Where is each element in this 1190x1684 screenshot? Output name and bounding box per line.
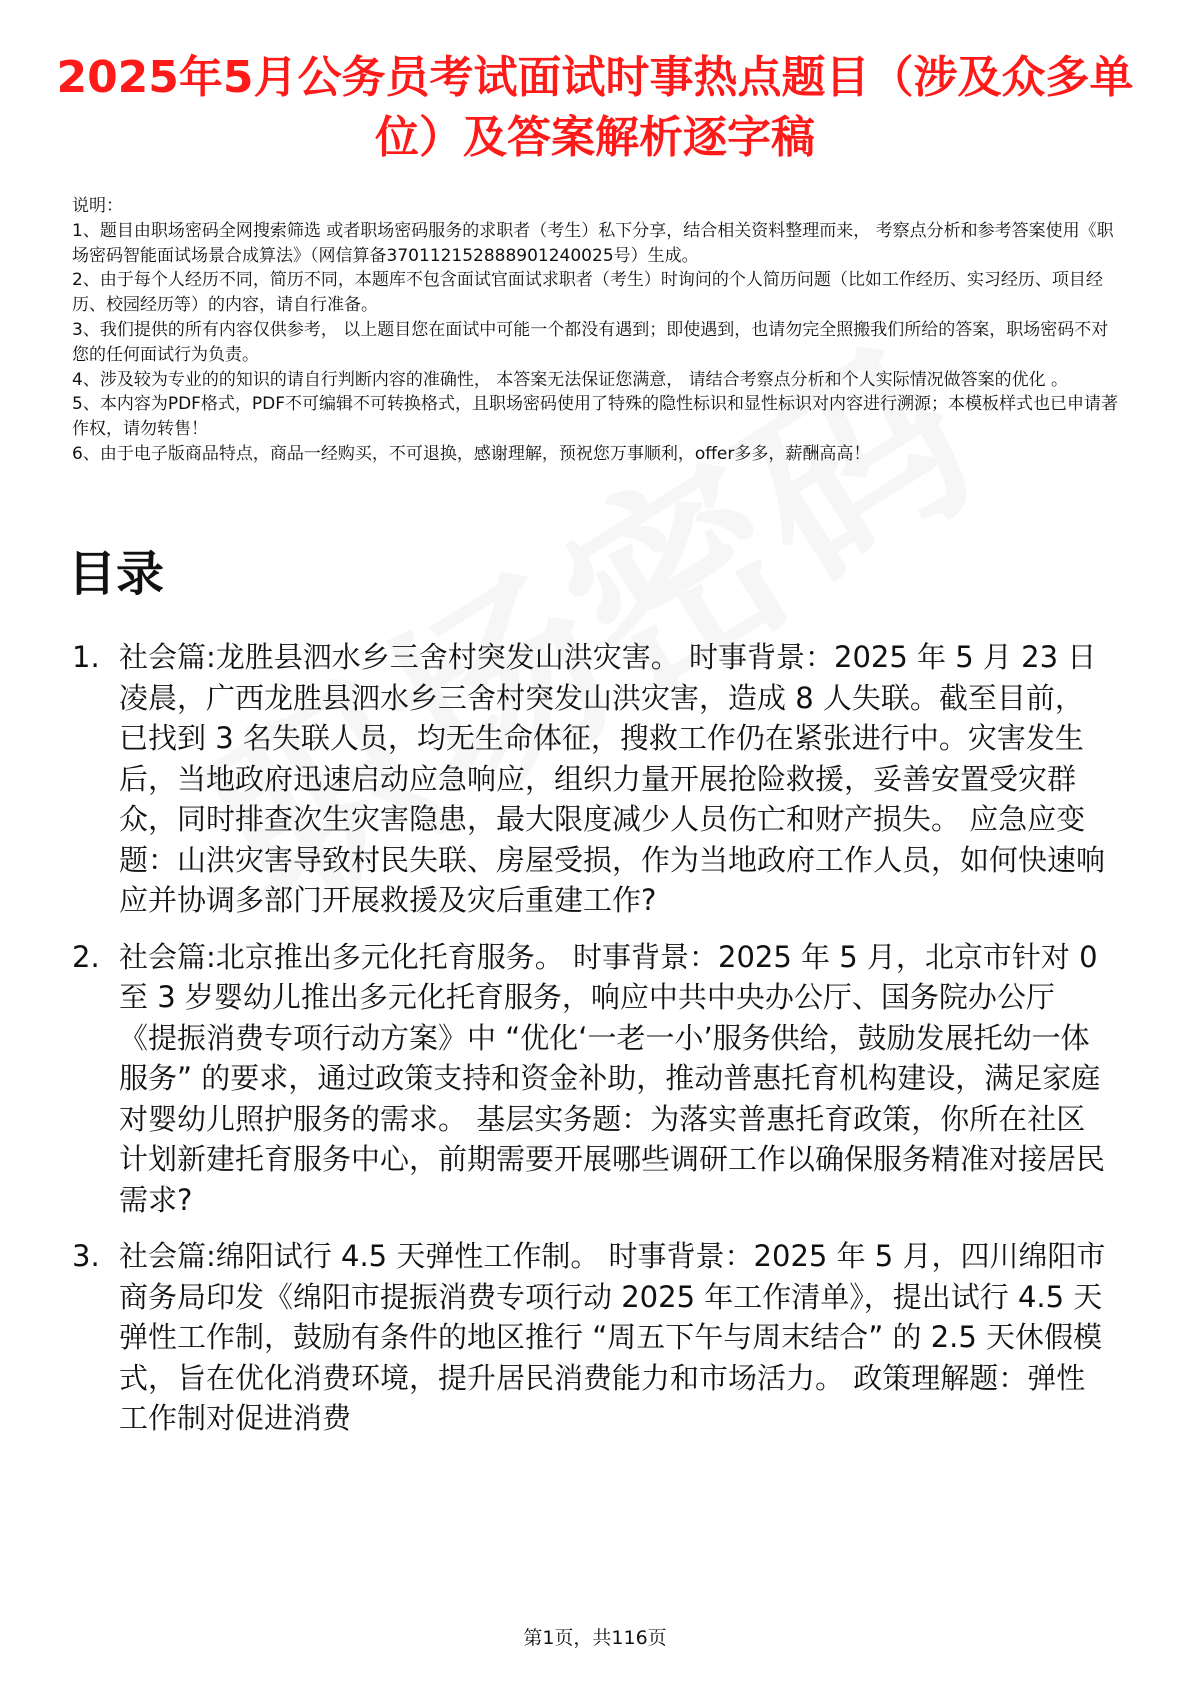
toc-item-number: 1. [72,640,100,674]
note-line: 3、我们提供的所有内容仅供参考， 以上题目您在面试中可能一个都没有遇到；即使遇到，也请勿完全照搬我们所给的答案，职场密码不对您的任何面试行为负责。 [72,319,1109,365]
notes-heading: 说明： [72,196,123,216]
note-line: 2、由于每个人经历不同，简历不同，本题库不包含面试官面试求职者（考生）时询问的个人简历问题（比如工作经历、实习经历、项目经历、校园经历等）的内容，请自行准备。 [72,270,1103,316]
toc-list [72,637,1112,1455]
note-line: 1、题目由职场密码全网搜索筛选 或者职场密码服务的求职者（考生）私下分享，结合相关资料整理而来， 考察点分析和参考答案使用《职场密码智能面试场景合成算法》（网信算备37011215288890124002​5号）生成。 [72,220,1114,266]
toc-heading: 目录 [68,546,165,602]
toc-item[interactable] [72,1236,1112,1439]
toc-item-text: 社会篇:北京推出多元化托育服务。 时事背景：2025 年 5 月，北京市针对 0 至 3 岁婴幼儿推出多元化托育服务，响应中共中央办公厅、国务院办公厅《提振消费专项行动方案》中 “优化‘一老一小’服务供给，鼓励发展托幼一体服务” 的要求，通过政策支持和资金补助，推动普惠托育机构建设，满足家庭对婴幼儿照护服务的需求。 基层实务题：为落实普惠托育政策，你所在社区计划新建托育服务中心，前期需要开展哪些调研工作以确保服务精准对接居民需求? [119,939,1106,1217]
toc-item-text: 社会篇:绵阳试行 4.5 天弹性工作制。 时事背景：2025 年 5 月，四川绵阳市商务局印发《绵阳市提振消费专项行动 2025 年工作清单》，提出试行 4.5 天弹性工作制，鼓励有条件的地区推行 “周五下午与周末结合” 的 2.5 天休假模式，旨在优化消费环境，提升居民消费能力和市场活力。 政策理解题：弹性工作制对促进消费 [119,1239,1106,1435]
note-line: 4、涉及较为专业的的知识的请自行判断内容的准确性， 本答案无法保证您满意， 请结合考察点分析和个人实际情况做答案的优化 。 [72,369,1069,390]
note-line: 5、本内容为PDF格式，PDF不可编辑不可转换格式，且职场密码使用了特殊的隐性标识和显性标识对内容进行溯源；本模板样式也已申请著作权，请勿转售！ [72,394,1119,440]
toc-item-number: 2. [72,939,100,974]
toc-item[interactable] [72,637,1112,921]
toc-item-text: 社会篇:龙胜县泗水乡三舍村突发山洪灾害。 时事背景：2025 年 5 月 23 日凌晨，广西龙胜县泗水乡三舍村突发山洪灾害，造成 8 人失联。截至目前，已找到 3 名失联人员，均无生命体征，搜救工作仍在紧张进行中。灾害发生后，当地政府迅速启动应急响应，组织力量开展抢险救援，妥善安置受灾群众，同时排查次生灾害隐患，最大限度减少人员伤亡和财产损失。 应急应变题：山洪灾害导致村民失联、房屋受损，作为当地政府工作人员，如何快速响应并协调多部门开展救援及灾后重建工作? [119,640,1106,917]
toc-item-number: 3. [72,1239,100,1273]
notes-section [72,194,1122,467]
toc-item[interactable] [72,937,1112,1221]
document-title: 2025年5月公务员考试面试时事热点题目（涉及众多单位）及答案解析逐字稿 [56,52,1134,163]
note-line: 6、由于电子版商品特点，商品一经购买，不可退换，感谢理解，预祝您万事顺利，offer多多，薪酬高高！ [72,443,871,464]
page-footer: 第1页，共116页 [523,1627,667,1649]
